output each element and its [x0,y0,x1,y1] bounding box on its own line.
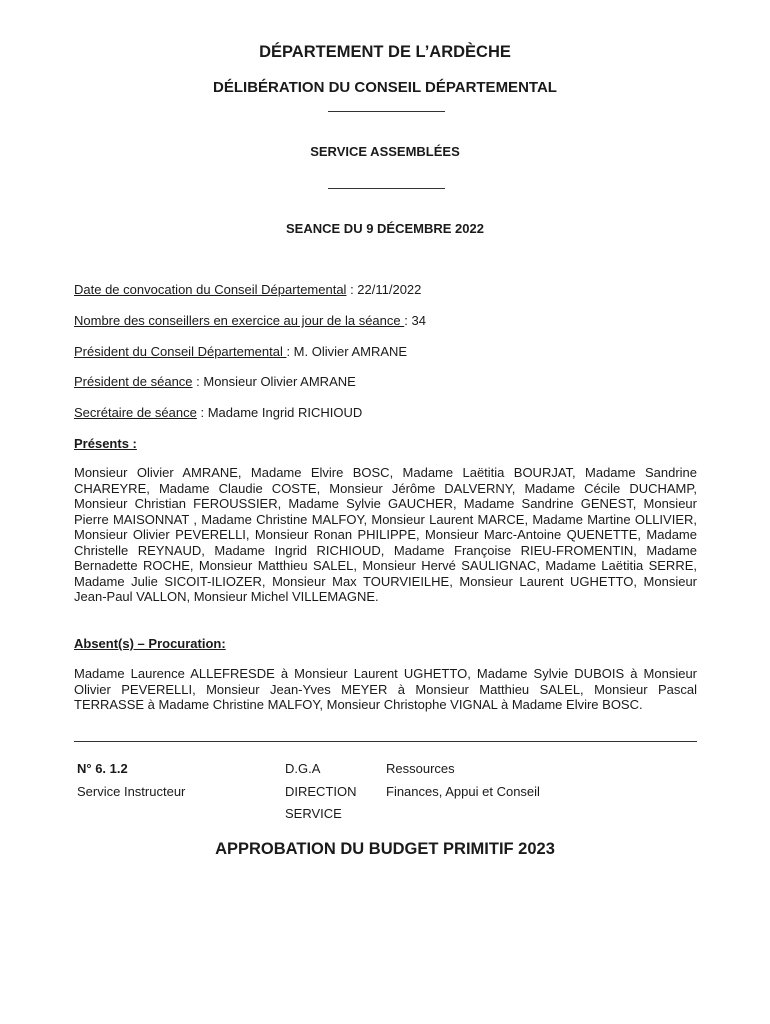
absents-list: Madame Laurence ALLEFRESDE à Monsieur Laurent UGHETTO, Madame Sylvie DUBOIS à Monsieur Olivier PEVERELLI, Monsieur Jean-Yves MEYER à Monsieur Matthieu SALEL, Monsieur Pascal TERRASSE à Madame Christine MALFOY, Monsieur Christophe VIGNAL à Madame Elvire BOSC. [74,666,697,712]
deliberation-number: N° 6. 1.2 [77,761,128,776]
separator-line [328,188,445,189]
president-seance-label: Président de séance [74,374,193,389]
separator-line [328,111,445,112]
dga-label: D.G.A [285,761,321,776]
service-instructeur-label: Service Instructeur [77,784,186,799]
section-divider [74,741,697,742]
convocation-line [74,282,421,297]
finances-value: Finances, Appui et Conseil [386,784,540,799]
president-cd-line [74,344,407,359]
convocation-label: Date de convocation du Conseil Départemental [74,282,347,297]
deliberation-heading: DÉLIBÉRATION DU CONSEIL DÉPARTEMENTAL [213,79,557,96]
president-cd-label: Président du Conseil Départemental [74,344,287,359]
convocation-value: : 22/11/2022 [346,282,422,297]
direction-label: DIRECTION [285,784,357,799]
secretaire-value: : Madame Ingrid RICHIOUD [196,405,363,420]
presents-heading: Présents : [74,436,137,451]
department-heading: DÉPARTEMENT DE L’ARDÈCHE [259,43,511,61]
service-heading: SERVICE ASSEMBLÉES [310,144,460,159]
service-label: SERVICE [285,806,342,821]
secretaire-line [74,405,362,420]
secretaire-label: Secrétaire de séance [74,405,197,420]
presents-list: Monsieur Olivier AMRANE, Madame Elvire BOSC, Madame Laëtitia BOURJAT, Madame Sandrine CHAREYRE, Madame Claudie COSTE, Monsieur Jérôme DALVERNY, Madame Cécile DUCHAMP, Monsieur Christian FEROUSSIER, Madame Sylvie GAUCHER, Madame Sandrine GENEST, Monsieur Pierre MAISONNAT , Madame Christine MALFOY, Monsieur Laurent MARCE, Madame Martine OLLIVIER, Monsieur Olivier PEVERELLI, Monsieur Ronan PHILIPPE, Monsieur Marc-Antoine QUENETTE, Madame Christelle REYNAUD, Madame Ingrid RICHIOUD, Madame Françoise RIEU-FROMENTIN, Madame Bernadette ROCHE, Monsieur Matthieu SALEL, Monsieur Hervé SAULIGNAC, Madame Laëtitia SERRE, Madame Julie SICOIT-ILIOZER, Monsieur Max TOURVIEILHE, Monsieur Laurent UGHETTO, Monsieur Jean-Paul VALLON, Monsieur Michel VILLEMAGNE. [74,465,697,604]
president-seance-line [74,374,356,389]
president-seance-value: : Monsieur Olivier AMRANE [192,374,356,389]
ressources-value: Ressources [386,761,455,776]
conseillers-label: Nombre des conseillers en exercice au jour de la séance [74,313,405,328]
president-cd-value: : M. Olivier AMRANE [286,344,408,359]
deliberation-title: APPROBATION DU BUDGET PRIMITIF 2023 [215,840,555,858]
absents-heading: Absent(s) – Procuration: [74,636,226,651]
seance-heading: SEANCE DU 9 DÉCEMBRE 2022 [286,221,484,236]
conseillers-value: : 34 [404,313,426,328]
conseillers-line [74,313,426,328]
